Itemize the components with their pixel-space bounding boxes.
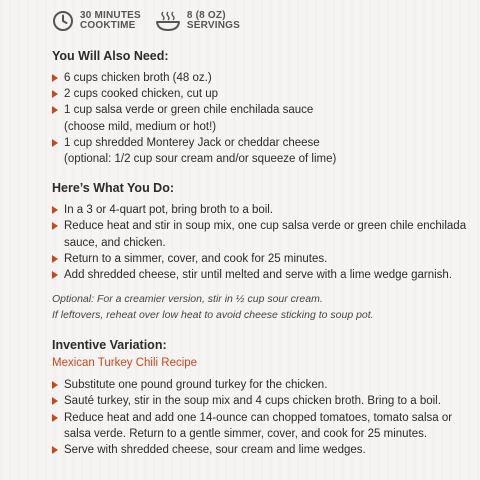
list-item [52, 202, 472, 218]
servings-text [187, 11, 240, 31]
bullet-arrow-icon [52, 271, 58, 279]
list-item [52, 70, 472, 86]
steaming-bowl-icon [155, 10, 181, 32]
list-item [52, 86, 472, 102]
ingredient-text: 2 cups cooked chicken, cut up [64, 88, 219, 101]
list-item [52, 251, 472, 267]
bullet-arrow-icon [52, 397, 58, 405]
bullet-arrow-icon [52, 446, 58, 454]
recipe-meta-bar [52, 6, 254, 36]
ingredients-heading: You Will Also Need: [52, 49, 169, 63]
servings-value: 8 (8 OZ) [186, 10, 226, 21]
step-text: Reduce heat and stir in soup mix, one cup salsa verde or green chile enchilada sauce, and chicken. [64, 220, 467, 249]
cooktime-text [80, 11, 141, 31]
ingredient-text: 1 cup salsa verde or green chile enchilada sauce [64, 104, 314, 117]
recipe-notes [52, 292, 472, 323]
servings-label: SERVINGS [186, 20, 241, 31]
steps-section [52, 180, 472, 283]
bullet-arrow-icon [52, 255, 58, 263]
cooktime-group [52, 10, 141, 32]
bullet-arrow-icon [52, 381, 58, 389]
cooktime-value: 30 MINUTES [80, 10, 141, 21]
variation-text: Substitute one pound ground turkey for the chicken. [64, 379, 328, 392]
bullet-arrow-icon [52, 74, 58, 82]
list-item [52, 442, 472, 458]
bullet-arrow-icon [52, 90, 58, 98]
step-text: In a 3 or 4-quart pot, bring broth to a boil. [64, 204, 274, 217]
recipe-content [52, 48, 472, 471]
list-item [52, 267, 472, 283]
bullet-arrow-icon [52, 414, 58, 422]
bullet-arrow-icon [52, 206, 58, 214]
variation-list [52, 377, 472, 458]
step-text: Return to a simmer, cover, and cook for 25 minutes. [64, 252, 328, 265]
list-item [52, 102, 472, 134]
variation-subtitle: Mexican Turkey Chili Recipe [52, 357, 198, 370]
variation-text: Serve with shredded cheese, sour cream and lime wedges. [64, 444, 366, 457]
ingredients-section [52, 48, 472, 167]
clock-icon [52, 10, 74, 32]
list-item [52, 135, 472, 167]
list-item [52, 218, 472, 250]
steps-list [52, 202, 472, 283]
bullet-arrow-icon [52, 106, 58, 114]
list-item [52, 410, 472, 442]
note-line: Optional: For a creamier version, stir in ½ cup sour cream. [52, 293, 323, 306]
list-item [52, 377, 472, 393]
ingredient-note: (optional: 1/2 cup sour cream and/or squeeze of lime) [64, 153, 337, 166]
variation-text: Sauté turkey, stir in the soup mix and 4 cups chicken broth. Bring to a boil. [64, 395, 441, 408]
step-text: Add shredded cheese, stir until melted and serve with a lime wedge garnish. [64, 269, 453, 282]
variation-text: Reduce heat and add one 14-ounce can chopped tomatoes, tomato salsa or salsa verde. Return to a gentle simmer, cover, and cook for 25 minutes. [64, 411, 453, 440]
list-item [52, 393, 472, 409]
bullet-arrow-icon [52, 222, 58, 230]
ingredient-text: 1 cup shredded Monterey Jack or cheddar cheese [64, 136, 320, 149]
bullet-arrow-icon [52, 139, 58, 147]
ingredients-list [52, 70, 472, 167]
ingredient-text: 6 cups chicken broth (48 oz.) [64, 72, 212, 84]
cooktime-label: COOKTIME [80, 20, 136, 31]
note-line: If leftovers, reheat over low heat to avoid cheese sticking to soup pot. [52, 308, 374, 321]
servings-group [155, 10, 240, 32]
variation-section [52, 337, 472, 458]
variation-heading: Inventive Variation: [52, 338, 167, 353]
ingredient-note: (choose mild, medium or hot!) [64, 120, 217, 133]
steps-heading: Here’s What You Do: [52, 181, 175, 196]
